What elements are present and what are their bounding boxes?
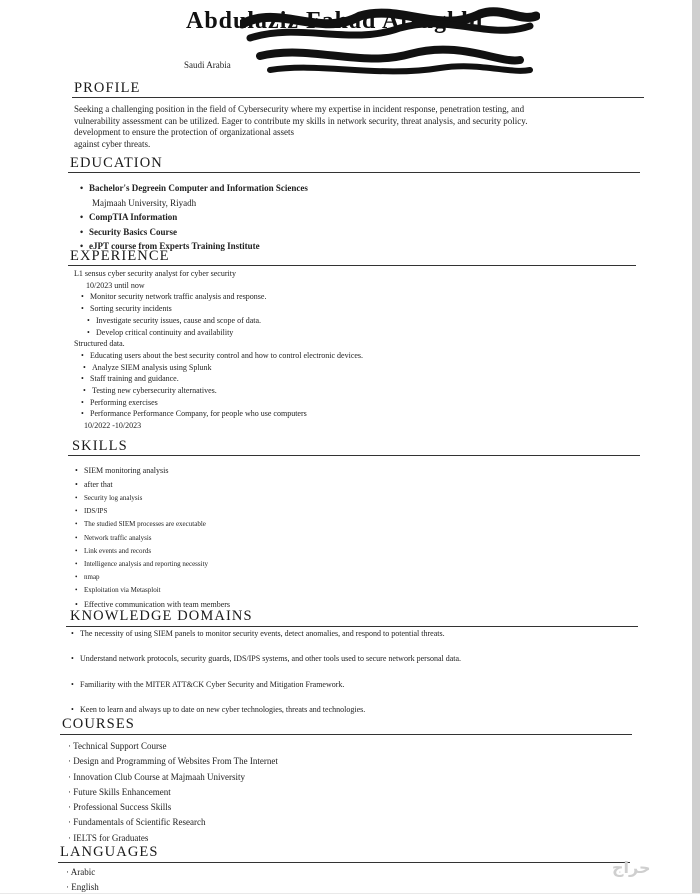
education-heading: EDUCATION [70, 155, 163, 172]
list-item: • Educating users about the best security control and how to control electronic devices. [90, 350, 634, 362]
education-rule [68, 172, 640, 173]
list-item: • SIEM monitoring analysis [84, 464, 584, 478]
list-item: • Analyze SIEM analysis using Splunk [92, 362, 634, 374]
experience-body [74, 268, 634, 432]
list-item: • nmap [84, 571, 584, 584]
list-item: • Performance Performance Company, for people who use computers [90, 408, 634, 420]
list-item: • CompTIA Information [89, 210, 308, 225]
skills-list [84, 464, 584, 611]
list-item: • Security Basics Course [89, 225, 308, 240]
job-dates: 10/2022 -10/2023 [74, 420, 634, 432]
profile-line: vulnerability assessment can be utilized. Eager to contribute my skills in network security, threat analysis, and security policy. [74, 116, 644, 128]
list-item: • The studied SIEM processes are executable [84, 518, 584, 531]
list-item: · Technical Support Course [68, 739, 278, 754]
list-item: • Link events and records [84, 545, 584, 558]
university-text: Majmaah University, Riyadh [92, 198, 196, 208]
list-item [89, 196, 308, 211]
profile-rule [72, 97, 644, 98]
education-list [89, 181, 308, 254]
knowledge-list [80, 628, 640, 716]
list-item: • The necessity of using SIEM panels to monitor security events, detect anomalies, and respond to potential threats. [80, 628, 640, 653]
job-bullets [74, 350, 634, 420]
job-bullets [74, 291, 634, 338]
list-item: · Design and Programming of Websites From The Internet [68, 754, 278, 769]
list-item: • Security log analysis [84, 492, 584, 505]
list-item: · IELTS for Graduates [68, 831, 278, 846]
job-title: Structured data. [74, 338, 634, 350]
list-item: • Testing new cybersecurity alternatives. [92, 385, 634, 397]
list-item: · Arabic [66, 865, 99, 880]
list-item: • Familiarity with the MITER ATT&CK Cyber Security and Mitigation Framework. [80, 679, 640, 704]
skills-rule [68, 455, 640, 456]
candidate-name: Abdulaziz Fahad Alzughbi [186, 8, 483, 35]
list-item: • Staff training and guidance. [90, 373, 634, 385]
list-item: • Effective communication with team members [84, 598, 584, 611]
list-item: · Future Skills Enhancement [68, 785, 278, 800]
courses-rule [60, 734, 632, 735]
haraj-watermark: حراج [612, 858, 651, 877]
list-item: • Sorting security incidents [90, 303, 634, 315]
profile-heading: PROFILE [74, 80, 141, 97]
list-item: • Network traffic analysis [84, 532, 584, 545]
courses-list [68, 739, 278, 846]
list-item: • Exploitation via Metasploit [84, 584, 584, 597]
list-item: • Performing exercises [90, 397, 634, 409]
list-item: • Investigate security issues, cause and scope of data. [96, 315, 634, 327]
languages-list [66, 865, 99, 894]
page-edge-shadow [692, 0, 700, 893]
list-item [89, 181, 308, 196]
job-title: L1 sensus cyber security analyst for cyber security [74, 268, 634, 280]
location: Saudi Arabia [184, 60, 231, 72]
redaction-scribble [240, 4, 540, 82]
list-item: · Innovation Club Course at Majmaah University [68, 770, 278, 785]
experience-heading: EXPERIENCE [70, 248, 170, 265]
list-item: · Professional Success Skills [68, 800, 278, 815]
list-item: • IDS/IPS [84, 505, 584, 518]
profile-line: against cyber threats. [74, 139, 644, 151]
languages-rule [58, 862, 630, 863]
list-item: · Fundamentals of Scientific Research [68, 815, 278, 830]
list-item: · English [66, 880, 99, 894]
job-dates: 10/2023 until now [74, 280, 634, 292]
skills-heading: SKILLS [72, 438, 128, 455]
profile-line: development to ensure the protection of organizational assets [74, 127, 644, 139]
experience-rule [68, 265, 636, 266]
profile-line: Seeking a challenging position in the field of Cybersecurity where my expertise in incident response, penetration testing, and [74, 104, 644, 116]
degree-text: Bachelor's Degreein Computer and Information Sciences [89, 183, 308, 193]
list-item: • Understand network protocols, security guards, IDS/IPS systems, and other tools used to secure network personal data. [80, 653, 640, 679]
courses-heading: COURSES [62, 716, 135, 733]
knowledge-heading: KNOWLEDGE DOMAINS [70, 608, 253, 625]
list-item: • Intelligence analysis and reporting necessity [84, 558, 584, 571]
languages-heading: LANGUAGES [60, 844, 159, 861]
list-item: • Develop critical continuity and availability [96, 327, 634, 339]
list-item: • Keen to learn and always up to date on new cyber technologies, threats and technologies. [80, 704, 640, 716]
list-item: • after that [84, 478, 584, 492]
list-item: • eJPT course from Experts Training Institute [89, 239, 308, 254]
list-item: • Monitor security network traffic analysis and response. [90, 291, 634, 303]
profile-text [74, 104, 644, 151]
